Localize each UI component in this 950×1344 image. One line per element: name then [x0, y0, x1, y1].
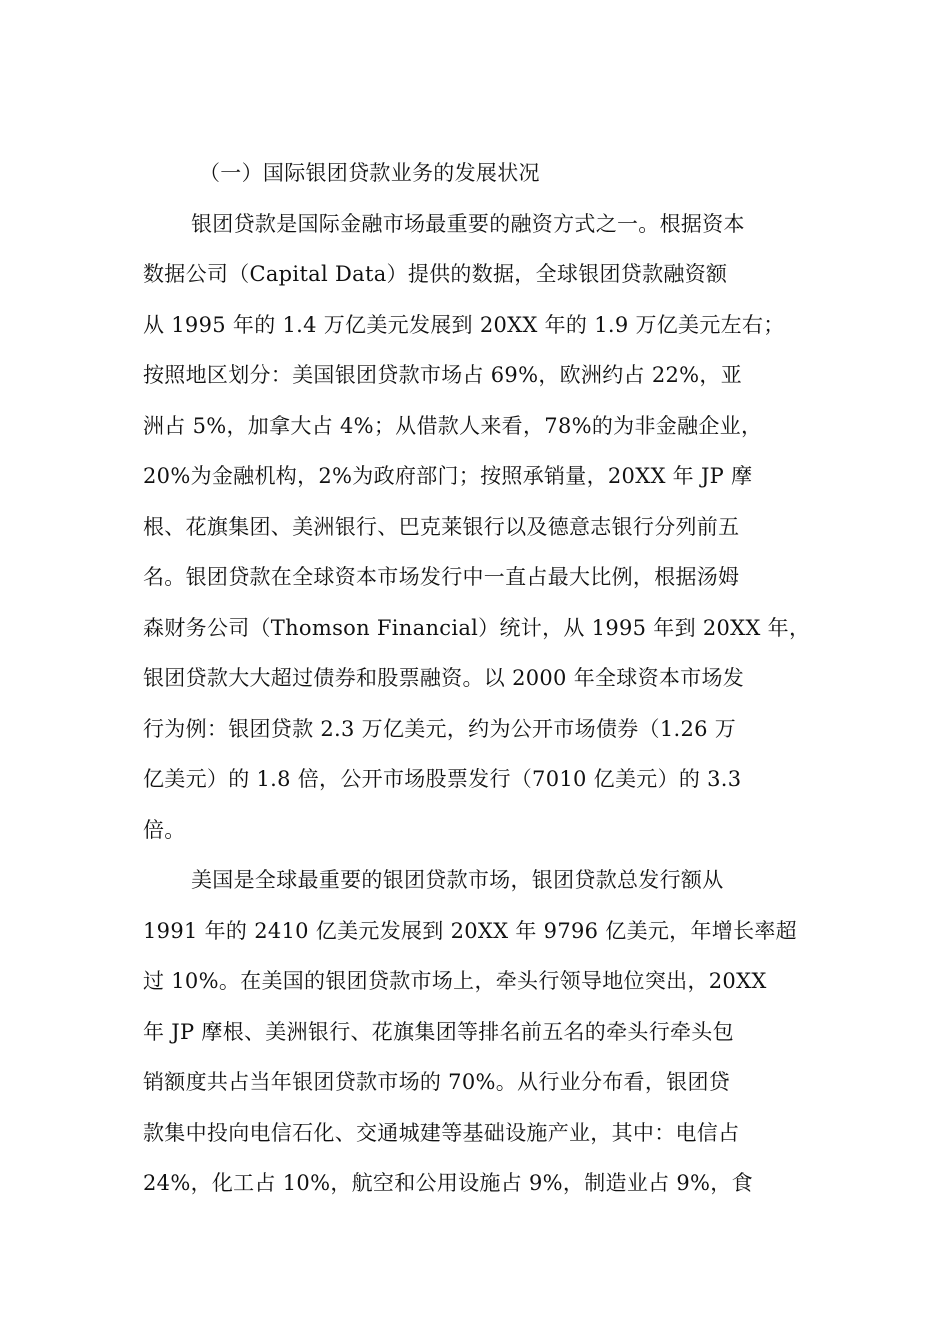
paragraph-line: 银团贷款是国际金融市场最重要的融资方式之一。根据资本 — [191, 211, 745, 236]
paragraph-line: 名。银团贷款在全球资本市场发行中一直占最大比例，根据汤姆 — [143, 565, 740, 589]
paragraph-line: 1991 年的 2410 亿美元发展到 20XX 年 9796 亿美元，年增长率超 — [143, 918, 797, 943]
paragraph-line: 倍。 — [143, 817, 186, 842]
paragraph-line: 24%，化工占 10%，航空和公用设施占 9%，制造业占 9%，食 — [143, 1171, 753, 1195]
paragraph-line: 数据公司（Capital Data）提供的数据，全球银团贷款融资额 — [143, 262, 728, 286]
section-heading: （一）国际银团贷款业务的发展状况 — [199, 161, 540, 185]
paragraph-line: 亿美元）的 1.8 倍，公开市场股票发行（7010 亿美元）的 3.3 — [143, 767, 742, 791]
paragraph-line: 洲占 5%，加拿大占 4%；从借款人来看，78%的为非金融企业， — [143, 413, 763, 438]
paragraph-line: 银团贷款大大超过债券和股票融资。以 2000 年全球资本市场发 — [143, 666, 745, 690]
paragraph-line: 美国是全球最重要的银团贷款市场，银团贷款总发行额从 — [191, 868, 724, 892]
paragraph-line: 从 1995 年的 1.4 万亿美元发展到 20XX 年的 1.9 万亿美元左右； — [143, 312, 785, 337]
paragraph-line: 行为例：银团贷款 2.3 万亿美元，约为公开市场债券（1.26 万 — [143, 716, 737, 741]
document-body — [143, 148, 813, 1209]
paragraph-line: 森财务公司（Thomson Financial）统计，从 1995 年到 20XX 年， — [143, 615, 811, 640]
paragraph-line: 20%为金融机构，2%为政府部门；按照承销量，20XX 年 JP 摩 — [143, 464, 753, 488]
paragraph-1 — [143, 199, 813, 856]
paragraph-line: 年 JP 摩根、美洲银行、花旗集团等排名前五名的牵头行牵头包 — [143, 1019, 734, 1044]
paragraph-line: 按照地区划分：美国银团贷款市场占 69%，欧洲约占 22%，亚 — [143, 363, 742, 387]
paragraph-line: 根、花旗集团、美洲银行、巴克莱银行以及德意志银行分列前五 — [143, 514, 740, 539]
paragraph-line: 销额度共占当年银团贷款市场的 70%。从行业分布看，银团贷 — [143, 1070, 731, 1094]
paragraph-2 — [143, 855, 813, 1209]
paragraph-line: 款集中投向电信石化、交通城建等基础设施产业，其中：电信占 — [143, 1120, 740, 1145]
paragraph-line: 过 10%。在美国的银团贷款市场上，牵头行领导地位突出，20XX — [143, 969, 767, 993]
